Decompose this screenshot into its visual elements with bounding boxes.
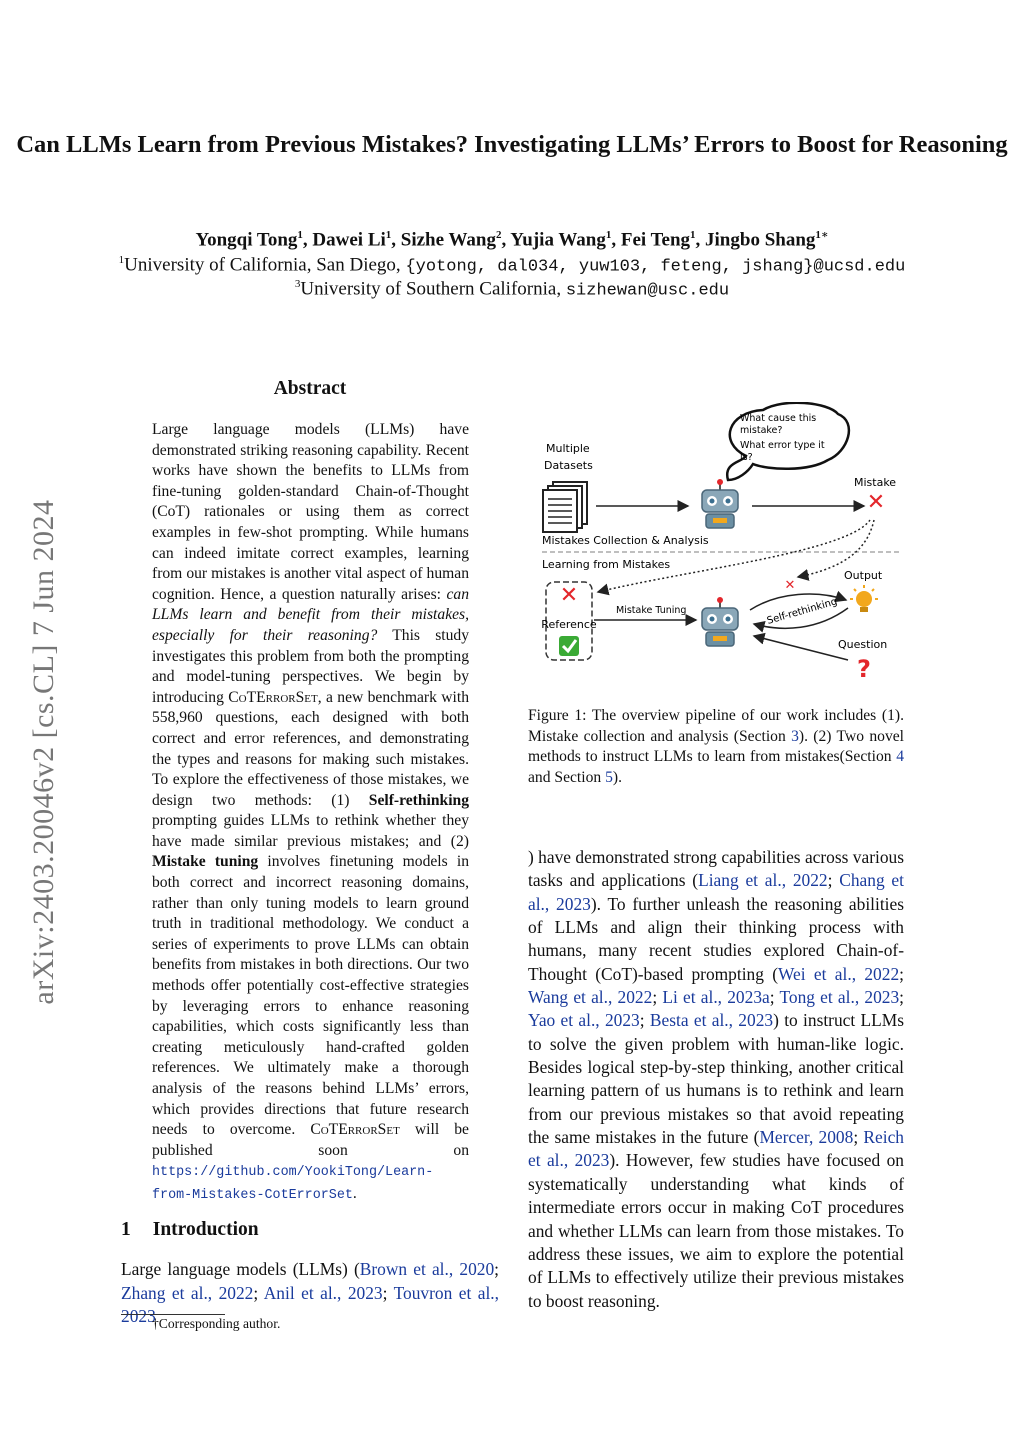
robot-icon (702, 479, 738, 528)
flow-arrow (754, 636, 848, 660)
author-name: Fei Teng (620, 229, 691, 251)
author-name: Dawei Li (312, 229, 386, 251)
citation-link[interactable]: Wang et al., 2022 (528, 987, 653, 1008)
footnote-rule (121, 1314, 225, 1315)
section-ref-link[interactable]: 4 (896, 748, 904, 766)
citation-link[interactable]: Reich et al., 2023 (528, 1127, 904, 1171)
affiliation-ucsd: $^1$University of California, San Diego, {yotong, dal034, yuw103, feteng, jshang}@ucsd.edu (118, 254, 906, 277)
author-name: Jingbo Shang (705, 229, 816, 251)
citation-link[interactable]: Besta et al., 2023 (649, 1010, 774, 1031)
citation-link[interactable]: Chang et al., 2023 (528, 870, 904, 914)
email-address[interactable]: sizhewan@usc.edu (565, 281, 730, 301)
section-ref-link[interactable]: 5 (605, 768, 613, 786)
arxiv-stamp: arXiv:2403.20046v2 [cs.CL] 7 Jun 2024 (27, 499, 60, 1005)
question-label: Question (838, 638, 888, 651)
small-cross-icon: ✕ (784, 578, 796, 593)
figure-caption: Figure 1: The overview pipeline of our work includes (1). Mistake collection and analysis (Section 3). (2) Two novel methods to instruct LLMs to learn from mistakes(Section 4 and Section 5). (528, 707, 905, 786)
citation-link[interactable]: Zhang et al., 2022 (121, 1282, 254, 1303)
mistake-cross-icon: ✕ (866, 490, 886, 515)
citation-link[interactable]: Brown et al., 2020 (359, 1259, 495, 1279)
section-label-learning: Learning from Mistakes (542, 558, 671, 571)
mistake-tuning-label: Mistake Tuning (616, 605, 687, 616)
question-mark-icon: ? (857, 655, 871, 683)
section-heading-introduction: 1 Introduction (121, 1219, 259, 1240)
footnote: †Corresponding author. (152, 1316, 281, 1331)
mistake-label: Mistake (854, 476, 897, 489)
dataset-name: CoTErrorSet (228, 688, 318, 706)
author-list: Yongqi Tong$^1$, Dawei Li$^1$, Sizhe Wang$^2$, Yujia Wang$^1$, Fei Teng$^1$, Jingbo Shang$^{1∗}$ (195, 229, 829, 251)
incorrect-cross-icon: ✕ (559, 583, 579, 608)
bubble-text: What error type it (740, 440, 825, 451)
datasets-label: Datasets (544, 459, 593, 472)
paper-title: Can LLMs Learn from Previous Mistakes? Investigating LLMs’ Errors to Boost for Reasoning (16, 131, 1008, 158)
citation-link[interactable]: Tong et al., 2023 (779, 987, 900, 1008)
bubble-text: mistake? (740, 425, 783, 436)
citation-link[interactable]: Wei et al., 2022 (778, 963, 900, 984)
abstract-heading: Abstract (273, 378, 347, 399)
citation-link[interactable]: Mercer, 2008 (759, 1127, 854, 1148)
citation-link[interactable]: Li et al., 2023a (662, 987, 770, 1008)
datasets-label: Multiple (546, 442, 590, 455)
robot-icon (702, 597, 738, 646)
citation-link[interactable]: Liang et al., 2022 (698, 870, 828, 891)
bubble-text: is? (740, 452, 753, 463)
figure-1 (528, 402, 908, 697)
bubble-text: What cause this (740, 413, 817, 424)
email-list[interactable]: {yotong, dal034, yuw103, feteng, jshang}@ucsd.edu (405, 257, 906, 277)
author-name: Yongqi Tong (195, 229, 298, 251)
citation-link[interactable]: Touvron et al., 2023 (121, 1282, 499, 1326)
author-name: Yujia Wang (510, 229, 606, 251)
document-stack-icon (543, 482, 587, 532)
section-label-collection: Mistakes Collection & Analysis (542, 534, 709, 547)
github-link[interactable]: https://github.com/YookiTong/Learn-from-Mistakes-CotErrorSet (152, 1165, 434, 1203)
dotted-arrow (598, 520, 870, 592)
introduction-text-left: Large language models (LLMs) (Brown et al., 2020; Zhang et al., 2022; Anil et al., 2023; Touvron et al., 2023 (121, 1259, 499, 1326)
correct-check-icon (559, 636, 579, 656)
lightbulb-icon (850, 585, 878, 612)
author-name: Sizhe Wang (400, 229, 496, 251)
output-label: Output (844, 569, 883, 582)
self-rethinking-label: Self-rethinking (765, 596, 839, 627)
affiliation-usc: $^3$University of Southern California, sizhewan@usc.edu (294, 278, 730, 301)
section-ref-link[interactable]: 3 (791, 727, 799, 745)
reference-label: Reference (541, 618, 597, 631)
citation-link[interactable]: Anil et al., 2023 (263, 1282, 383, 1303)
citation-link[interactable]: Yao et al., 2023 (528, 1010, 640, 1031)
introduction-text-right: ) have demonstrated strong capabilities across various tasks and applications (Liang et al., 2022; Chang et al., 2023). To further unleash the reasoning abilities of LLMs and align their thinking process with humans, many recent studies explored Chain-of-Thought (CoT)-based prompting (Wei et al., 2022; Wang et al., 2022; Li et al., 2023a; Tong et al., 2023; Yao et al., 2023; Besta et al., 2023) to instruct LLMs to solve the given problem with human-like logic. Besides logical step-by-step thinking, another critical learning pattern of us humans is to rethink and learn from our previous mistakes so that avoid repeating the same mistakes in the future (Mercer, 2008; Reich et al., 2023). However, few studies have focused on systematically understanding what kinds of intermediate errors occur in making CoT procedures and whether LLMs can learn from those mistakes. To address these issues, we aim to explore the potential of LLMs to effectively utilize their previous mistakes to boost reasoning. (528, 847, 904, 1311)
dataset-name: CoTErrorSet (310, 1121, 400, 1139)
abstract-body: Large language models (LLMs) have demonstrated striking reasoning capability. Recent works have shown the benefits to LLMs from fine-tuning golden-standard Chain-of-Thought (CoT) rationales or using them as correct examples in few-shot prompting. While humans can indeed imitate correct examples, learning from our mistakes is another vital aspect of human cognition. Hence, a question naturally arises: can LLMs learn and benefit from their mistakes, especially for their reasoning? This study investigates this problem from both the prompting and model-tuning perspectives. We begin by introducing CoTErrorSet, a new benchmark with 558,960 questions, each designed with both correct and error references, and demonstrating the types and reasons for making such mistakes. To explore the effectiveness of those mistakes, we design two methods: (1) Self-rethinking prompting guides LLMs to rethink whether they have made similar previous mistakes; and (2) Mistake tuning involves finetuning models in both correct and incorrect reasoning domains, rather than only tuning models to learn ground truth in traditional methodology. We conduct a series of experiments to prove LLMs can obtain benefits from mistakes in both directions. Our two methods offer potentially cost-effective strategies by leveraging errors to enhance reasoning capabilities, which costs significantly less than creating meticulously hand-crafted golden references. We ultimately make a thorough analysis of the reasons behind LLMs’ errors, which provides directions that future research needs to overcome. CoTErrorSet will be published soon on https://github.com/YookiTong/Learn-from-Mistakes-CotErrorSet. (152, 421, 469, 1203)
